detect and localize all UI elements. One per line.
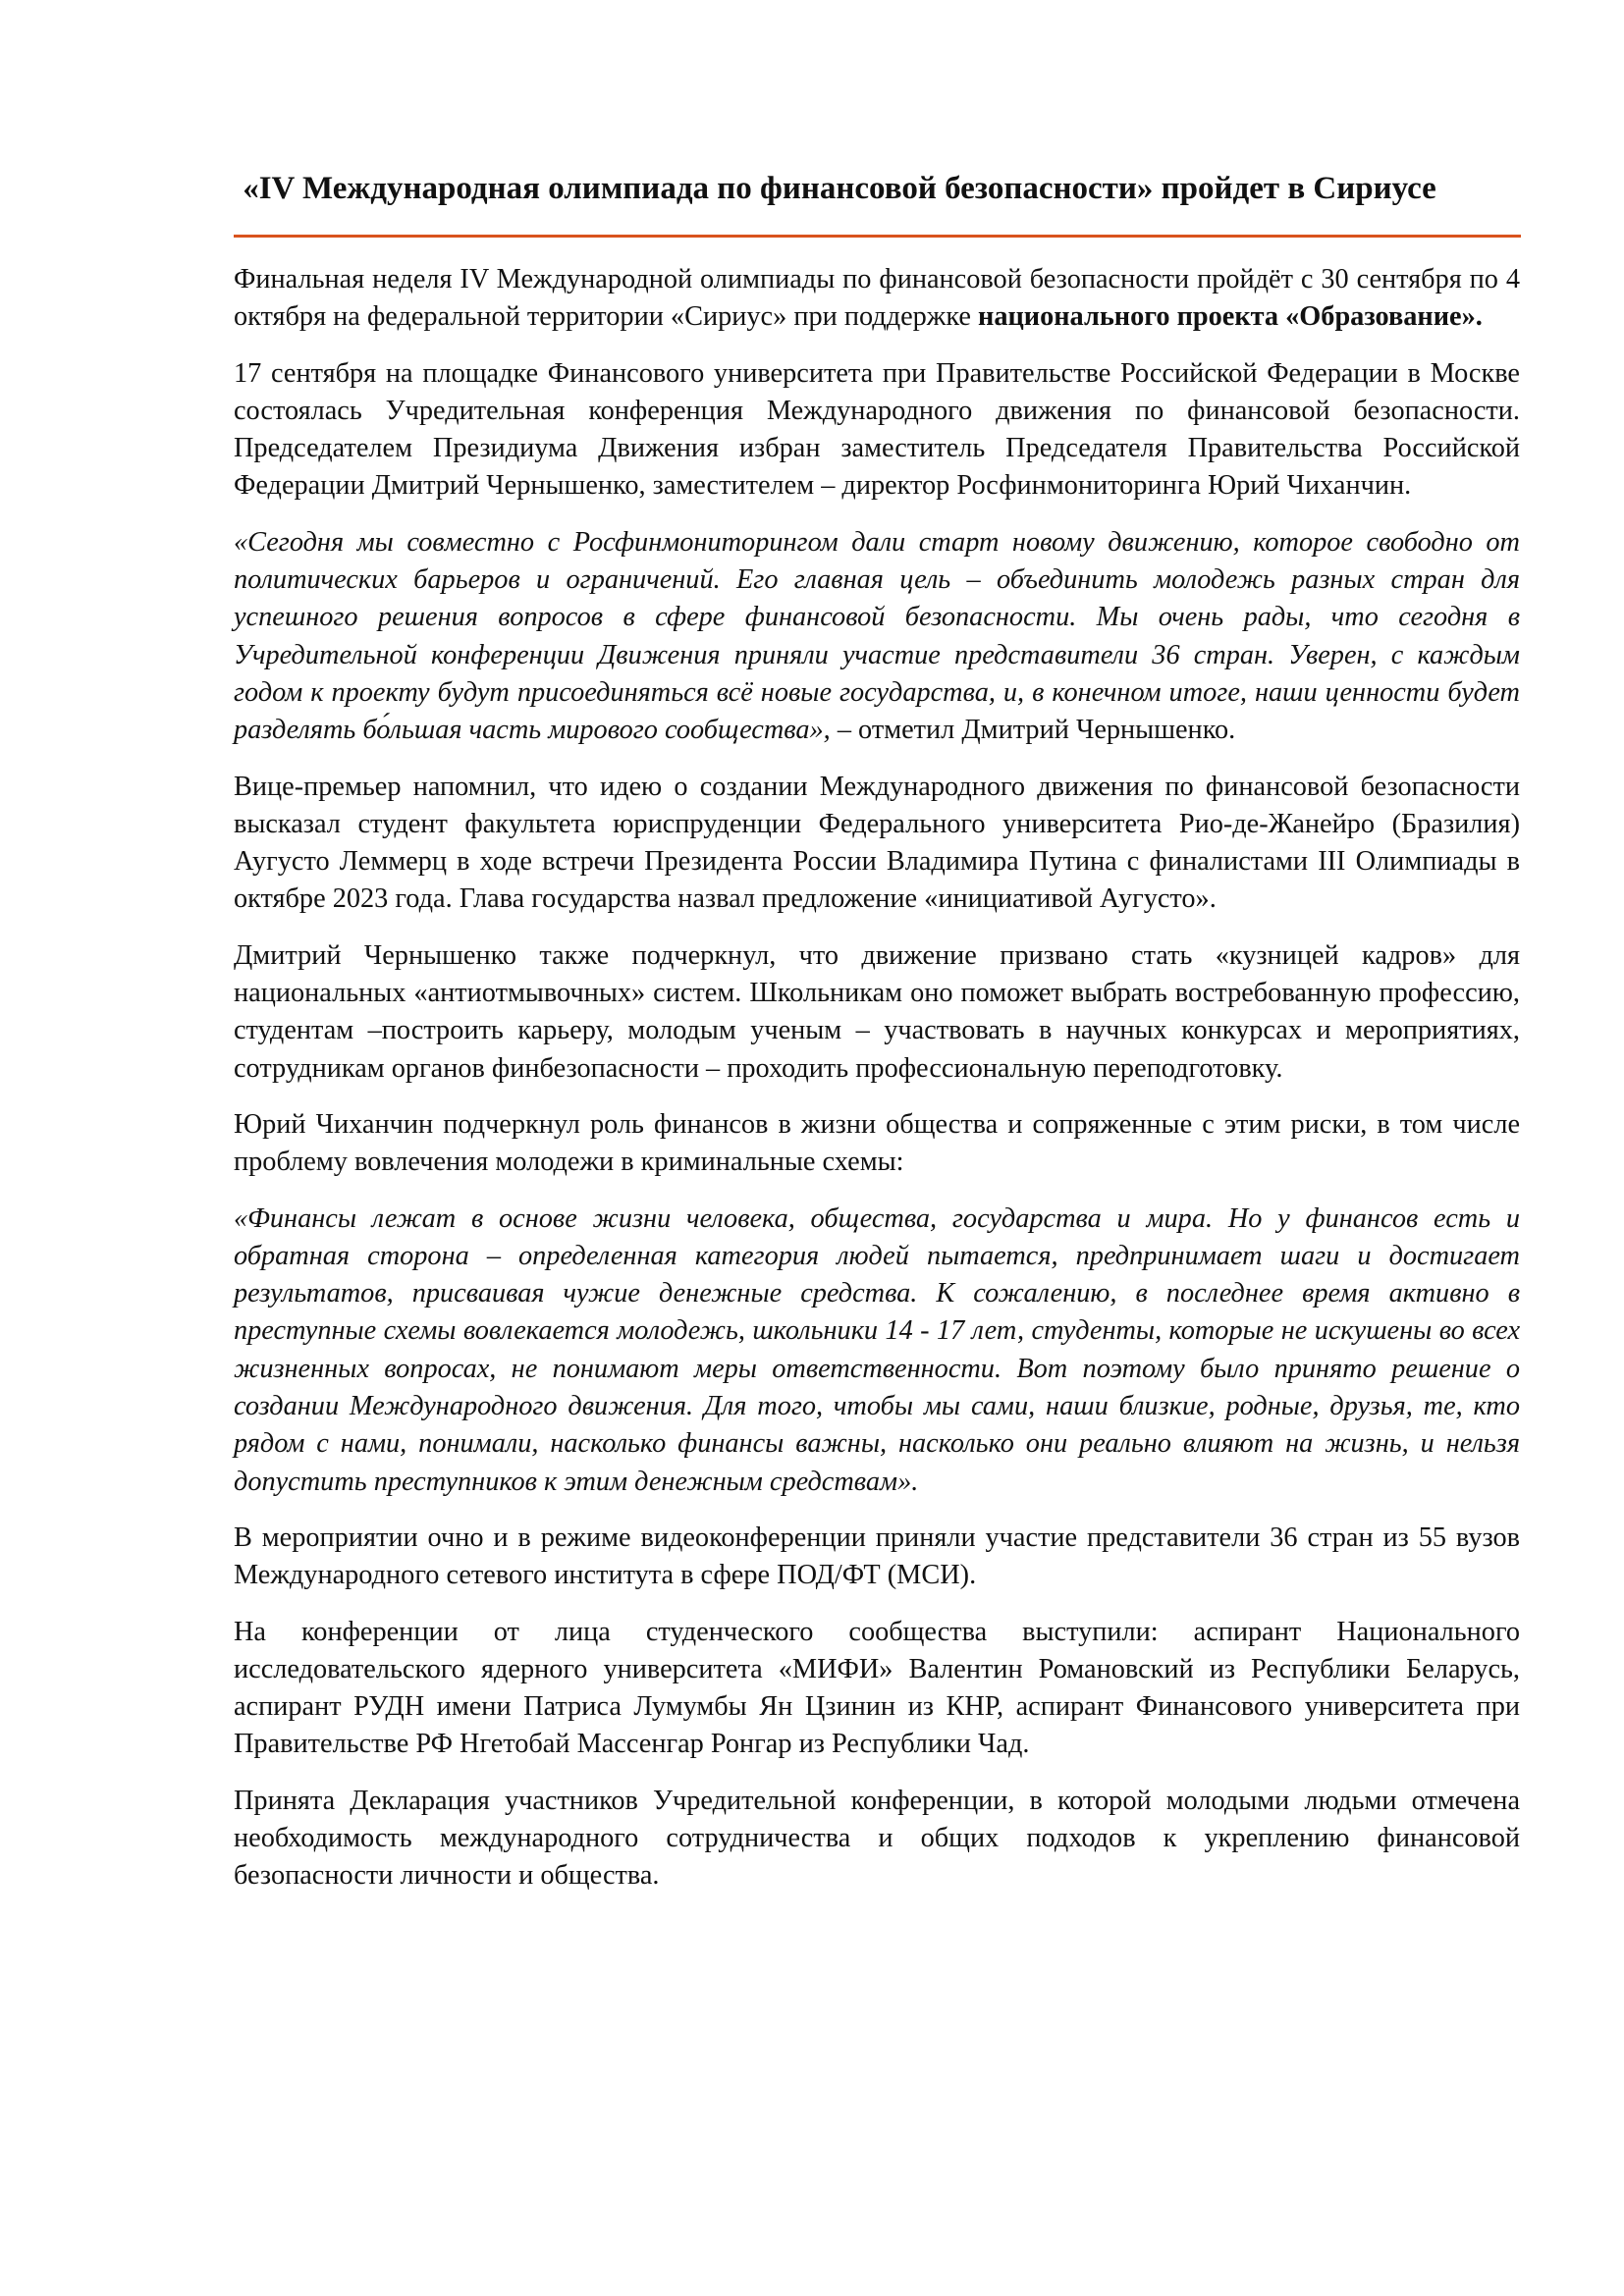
paragraph-conference: 17 сентября на площадке Финансового университета при Правительстве Российской Федерации в Москве состоялась Учредительная конференция Международного движения по финансовой безопасности. Председателем Президиума Движения избран заместитель Председателя Правительства Российской Федерации Дмитрий Чернышенко, заместителем – директор Росфинмониторинга Юрий Чиханчин. — [234, 357, 1520, 502]
paragraph-intro — [234, 261, 1520, 337]
paragraph-participants: В мероприятии очно и в режиме видеоконференции приняли участие представители 36 стран из 55 вузов Международного сетевого института в сфере ПОД/ФТ (МСИ). — [234, 1522, 1520, 1591]
paragraph-chikhanchin: Юрий Чиханчин подчеркнул роль финансов в жизни общества и сопряженные с этим риски, в том числе проблему вовлечения молодежи в криминальные схемы: — [234, 1108, 1520, 1178]
paragraph-speakers: На конференции от лица студенческого сообщества выступили: аспирант Национального исследовательского ядерного университета «МИФИ» Валентин Романовский из Республики Беларусь, аспирант РУДН имени Патриса Лумумбы Ян Цзинин из КНР, аспирант Финансового университета при Правительстве РФ Нгетобай Массенгар Ронгар из Республики Чад. — [234, 1616, 1520, 1760]
quote-text: «Сегодня мы совместно с Росфинмониторингом дали старт новому движению, которое свободно от политических барьеров и ограничений. Его главная цель – объединить молодежь разных стран для успешного решения вопросов в сфере финансовой безопасности. Мы очень рады, что сегодня в Учредительной конференции Движения приняли участие представители 36 стран. Уверен, с каждым годом к проекту будут присоединяться всё новые государства, и, в конечном итоге, наши ценности будет разделять бо́льшая часть мирового сообщества», – — [234, 526, 1520, 746]
paragraph-declaration: Принята Декларация участников Учредительной конференции, в которой молодыми людьми отмечена необходимость международного сотрудничества и общих подходов к укреплению финансовой безопасности личности и общества. — [234, 1785, 1520, 1892]
paragraph-talent-forge: Дмитрий Чернышенко также подчеркнул, что движение призвано стать «кузницей кадров» для национальных «антиотмывочных» систем. Школьникам оно поможет выбрать востребованную профессию, студентам –построить карьеру, молодым ученым – участвовать в научных конкурсах и мероприятиях, сотрудникам органов финбезопасности – проходить профессиональную переподготовку. — [234, 939, 1520, 1084]
title-divider — [234, 235, 1521, 238]
quote-chernyshenko — [234, 524, 1520, 750]
paragraph-idea-origin: Вице-премьер напомнил, что идею о создании Международного движения по финансовой безопасности высказал студент факультета юриспруденции Федерального университета Рио-де-Жанейро (Бразилия) Аугусто Леммерц в ходе встречи Президента России Владимира Путина с финалистами III Олимпиады в октябре 2023 года. Глава государства назвал предложение «инициативой Аугусто». — [234, 771, 1520, 915]
quote-attribution: отметил Дмитрий Чернышенко. — [850, 715, 1236, 746]
paragraph-text: Финальная неделя IV Международной олимпиады по финансовой безопасности пройдёт с 30 сентября по 4 октября на федеральной территории «Сириус» при поддержке — [234, 264, 1520, 333]
bold-project-name: национального проекта «Образование». — [978, 301, 1483, 333]
quote-chikhanchin: «Финансы лежат в основе жизни человека, общества, государства и мира. Но у финансов есть и обратная сторона – определенная категория людей пытается, предпринимает шаги и достигает результатов, присваивая чужие денежные средства. К сожалению, в последнее время активно в преступные схемы вовлекается молодежь, школьники 14 - 17 лет, студенты, которые не искушены во всех жизненных вопросах, не понимают меры ответственности. Вот поэтому было принято решение о создании Международного движения. Для того, чтобы мы сами, наши близкие, родные, друзья, те, кто рядом с нами, понимали, насколько финансы важны, насколько они реально влияют на жизнь, и нельзя допустить преступников к этим денежным средствам». — [234, 1202, 1520, 1497]
article-body — [234, 261, 1520, 1914]
page-title: «IV Международная олимпиада по финансовой безопасности» пройдет в Сириусе — [243, 171, 1436, 206]
